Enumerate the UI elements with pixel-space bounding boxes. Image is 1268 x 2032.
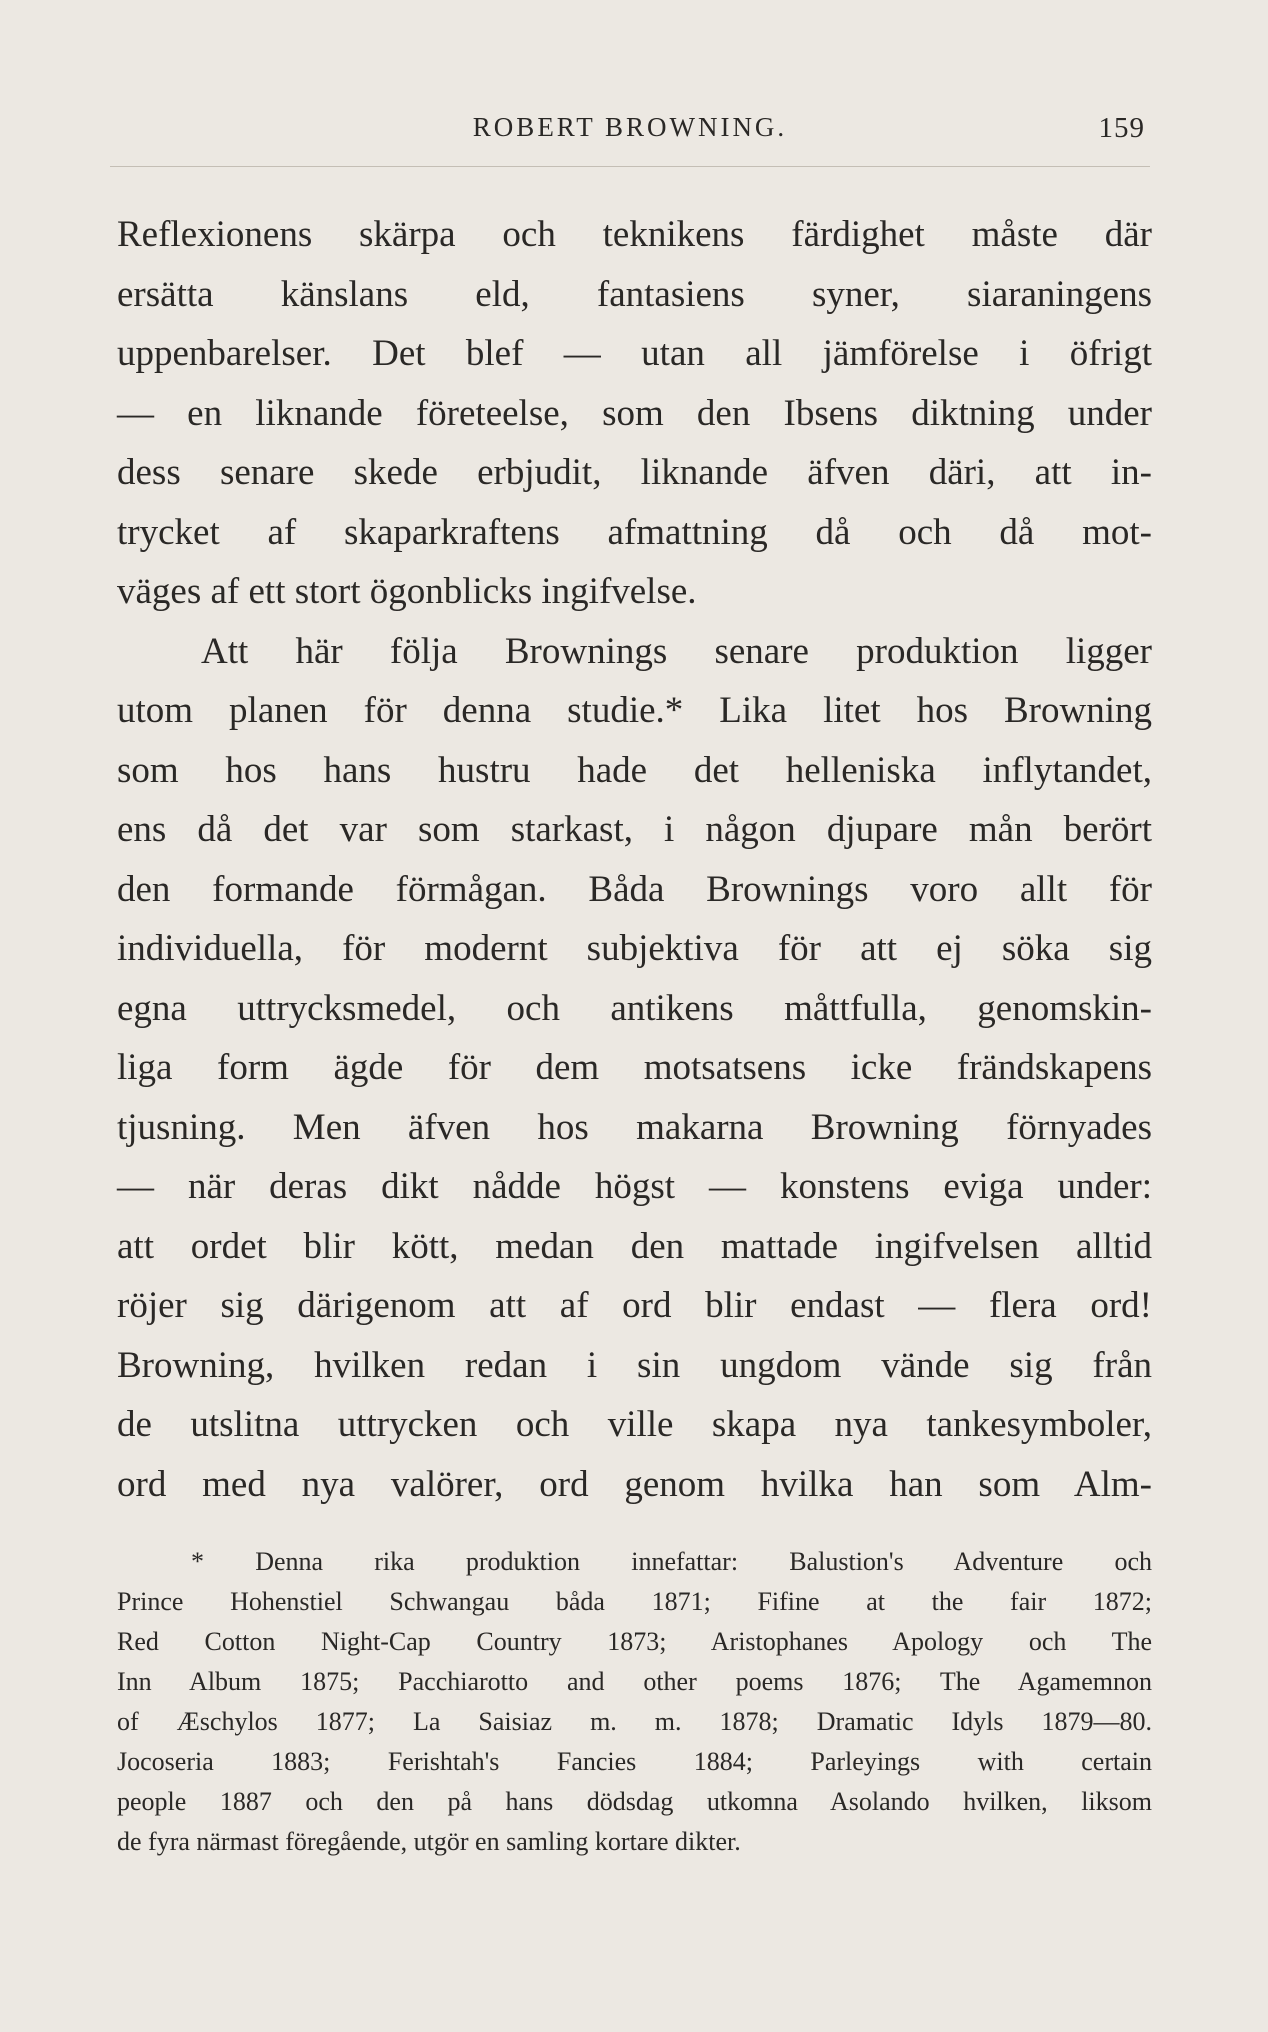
text-line: den formande förmågan. Båda Brownings voro allt för bbox=[117, 868, 1152, 910]
text-line: ord med nya valörer, ord genom hvilka han som Alm- bbox=[117, 1463, 1152, 1505]
footnote-line: people 1887 och den på hans dödsdag utkomna Asolando hvilken, liksom bbox=[117, 1787, 1152, 1816]
text-line: — en liknande företeelse, som den Ibsens diktning under bbox=[117, 392, 1152, 434]
text-line: dess senare skede erbjudit, liknande äfven däri, att in- bbox=[117, 452, 1152, 493]
text-line: Browning, hvilken redan i sin ungdom vände sig från bbox=[117, 1344, 1152, 1386]
footnote-line: * Denna rika produktion innefattar: Balustion's Adventure och bbox=[191, 1547, 1152, 1576]
running-title: ROBERT BROWNING. bbox=[472, 112, 788, 142]
text-line: egna uttrycksmedel, och antikens måttfulla, genomskin- bbox=[117, 987, 1152, 1029]
text-line: väges af ett stort ögonblicks ingifvelse. bbox=[117, 571, 697, 612]
text-line: liga form ägde för dem motsatsens icke frändskapens bbox=[117, 1047, 1152, 1088]
footnote-line: Inn Album 1875; Pacchiarotto and other poems 1876; The Agamemnon bbox=[117, 1667, 1152, 1696]
running-head bbox=[110, 112, 1150, 162]
text-line: att ordet blir kött, medan den mattade ingifvelsen alltid bbox=[117, 1225, 1152, 1267]
footnote-line: Red Cotton Night-Cap Country 1873; Aristophanes Apology och The bbox=[117, 1627, 1152, 1656]
text-line: som hos hans hustru hade det helleniska inflytandet, bbox=[117, 749, 1152, 791]
text-line: trycket af skaparkraftens afmattning då och då mot- bbox=[117, 511, 1152, 553]
text-line: ersätta känslans eld, fantasiens syner, siaraningens bbox=[117, 273, 1152, 315]
header-rule bbox=[110, 166, 1150, 167]
footnote bbox=[117, 1542, 1152, 1862]
body-text bbox=[117, 205, 1152, 1514]
text-line: utom planen för denna studie.* Lika litet hos Browning bbox=[117, 690, 1152, 731]
text-line: uppenbarelser. Det blef — utan all jämförelse i öfrigt bbox=[117, 333, 1152, 374]
text-line: ens då det var som starkast, i någon djupare mån berört bbox=[117, 809, 1152, 850]
footnote-line: of Æschylos 1877; La Saisiaz m. m. 1878; Dramatic Idyls 1879—80. bbox=[117, 1707, 1152, 1736]
text-line: röjer sig därigenom att af ord blir endast — flera ord! bbox=[117, 1285, 1152, 1326]
text-line: tjusning. Men äfven hos makarna Browning förnyades bbox=[117, 1106, 1152, 1148]
page-number: 159 bbox=[1098, 112, 1145, 144]
footnote-line: Jocoseria 1883; Ferishtah's Fancies 1884; Parleyings with certain bbox=[117, 1747, 1152, 1776]
text-line: Att här följa Brownings senare produktion ligger bbox=[201, 630, 1152, 672]
text-line: individuella, för modernt subjektiva för att ej söka sig bbox=[117, 928, 1152, 969]
text-line: Reflexionens skärpa och teknikens färdighet måste där bbox=[117, 214, 1152, 255]
text-line: — när deras dikt nådde högst — konstens eviga under: bbox=[117, 1166, 1152, 1207]
footnote-line: de fyra närmast föregående, utgör en samling kortare dikter. bbox=[117, 1827, 741, 1856]
text-line: de utslitna uttrycken och ville skapa nya tankesymboler, bbox=[117, 1404, 1152, 1445]
footnote-line: Prince Hohenstiel Schwangau båda 1871; Fifine at the fair 1872; bbox=[117, 1587, 1152, 1616]
